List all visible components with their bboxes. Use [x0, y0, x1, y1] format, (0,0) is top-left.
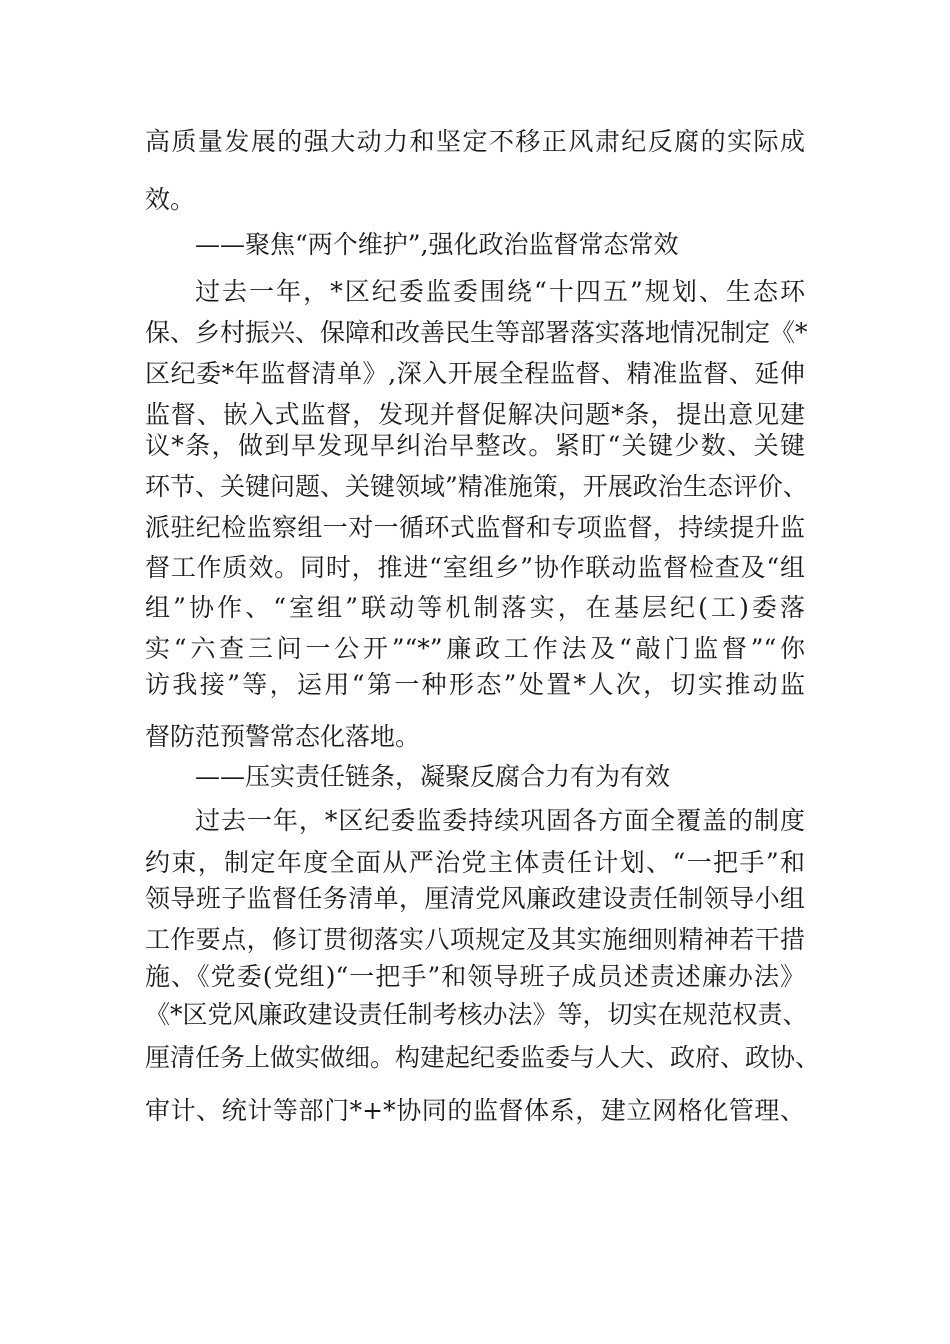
text-line: 约束，制定年度全面从严治党主体责任计划、“一把手”和	[145, 848, 805, 877]
text-line: 施、《党委(党组)“一把手”和领导班子成员述责述廉办法》	[145, 962, 805, 991]
text-line: 督防范预警常态化落地。	[145, 722, 421, 751]
text-line: 过去一年，*区纪委监委围绕“十四五”规划、生态环	[195, 277, 805, 306]
text-line: 实“六查三问一公开”“*”廉政工作法及“敲门监督”“你	[145, 634, 805, 663]
text-line: 领导班子监督任务清单，厘清党风廉政建设责任制领导小组	[145, 884, 805, 913]
text-line: 效。	[145, 185, 196, 214]
text-line: 高质量发展的强大动力和坚定不移正风肃纪反腐的实际成	[145, 127, 805, 156]
text-line: 厘清任务上做实做细。构建起纪委监委与人大、政府、政协、	[145, 1043, 821, 1072]
text-line: 保、乡村振兴、保障和改善民生等部署落实落地情况制定《*	[145, 318, 808, 347]
text-line: 监督、嵌入式监督，发现并督促解决问题*条，提出意见建	[145, 400, 805, 429]
text-line: 组”协作、“室组”联动等机制落实，在基层纪(工)委落	[145, 593, 805, 622]
text-line: 过去一年，*区纪委监委持续巩固各方面全覆盖的制度	[195, 806, 805, 835]
section-heading: ——压实责任链条，凝聚反腐合力有为有效	[195, 762, 671, 791]
text-line: 访我接”等，运用“第一种形态”处置*人次，切实推动监	[145, 670, 805, 699]
text-line: 审计、统计等部门*+*协同的监督体系，建立网格化管理、	[145, 1096, 805, 1125]
text-line: 派驻纪检监察组一对一循环式监督和专项监督，持续提升监	[145, 513, 805, 542]
text-line: 督工作质效。同时，推进“室组乡”协作联动监督检查及“组	[145, 553, 805, 582]
section-heading: ——聚焦“两个维护”,强化政治监督常态常效	[195, 230, 679, 259]
text-line: 工作要点，修订贯彻落实八项规定及其实施细则精神若干措	[145, 925, 805, 954]
text-line: 《*区党风廉政建设责任制考核办法》等，切实在规范权责、	[145, 1000, 808, 1029]
text-line: 环节、关键问题、关键领域”精准施策，开展政治生态评价、	[145, 472, 808, 501]
text-line: 区纪委*年监督清单》,深入开展全程监督、精准监督、延伸	[145, 359, 805, 388]
text-line: 议*条，做到早发现早纠治早整改。紧盯“关键少数、关键	[145, 431, 805, 460]
